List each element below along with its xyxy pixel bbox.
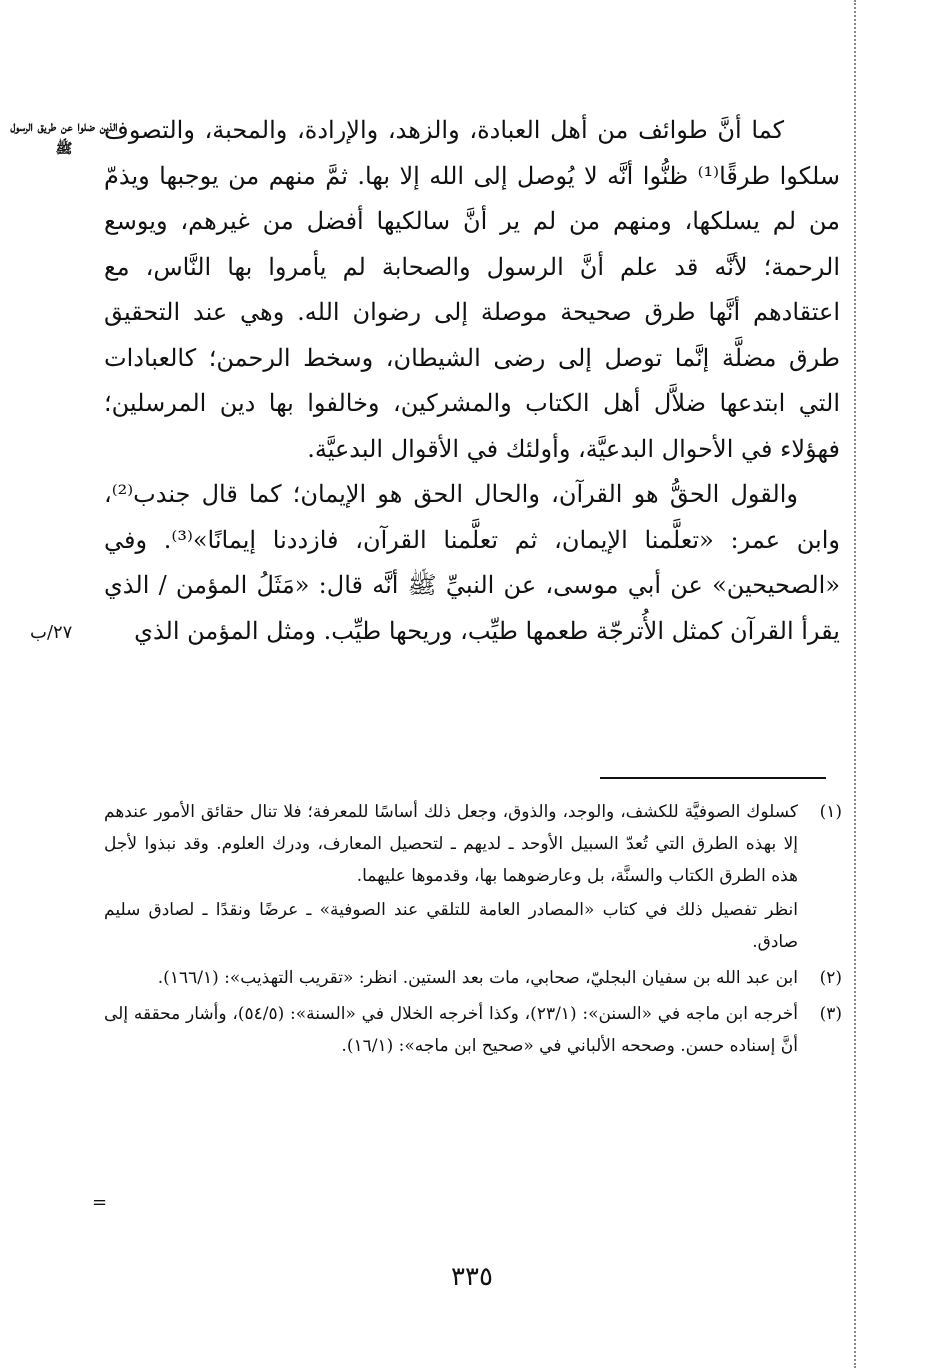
footnote-body <box>104 796 798 958</box>
footnote <box>104 998 842 1062</box>
footnote-text: كسلوك الصوفيَّة للكشف، والوجد، والذوق، وجعل ذلك أساسًا للمعرفة؛ فلا تنال حقائق الأمور عندهم إلا بهذه الطرق التي تُعدّ السبيل الأوحد ـ لديهم ـ لتحصيل المعارف، ودرك العلوم. وقد نبذوا لأجل هذه الطرق الكتاب والسنَّة، بل وعارضوهما بها، وقدموها عليهما. <box>104 802 798 886</box>
footnote-separator <box>600 777 826 779</box>
footnote-number: (٢) <box>819 968 842 988</box>
margin-note: الذين ضلوا عن طريق الرسول ﷺ <box>10 119 118 157</box>
paragraph: والقول الحقُّ هو القرآن، والحال الحق هو الإيمان؛ كما قال جندب⁽²⁾، وابن عمر: «تعلَّمنا الإيمان، ثم تعلَّمنا القرآن، فازددنا إيمانًا»⁽³⁾. وفي «الصحيحين» عن أبي موسى، عن النبيِّ ﷺ أنَّه قال: «مَثَلُ المؤمن / الذي يقرأ القرآن كمثل الأُترجّة طعمها طيِّب، وريحها طيِّب. ومثل المؤمن الذي <box>104 480 840 645</box>
scan-edge-dots <box>854 0 856 1368</box>
footnote-body <box>104 998 798 1062</box>
footnote-number: (٣) <box>819 1004 842 1024</box>
footnote-body <box>104 962 798 994</box>
continuation-mark: = <box>92 1192 108 1213</box>
footnotes <box>104 796 842 1066</box>
footnote <box>104 962 842 994</box>
page-number: ٣٣٥ <box>451 1262 493 1292</box>
footnote-text: ابن عبد الله بن سفيان البجليّ، صحابي، مات بعد الستين. انظر: «تقريب التهذيب»: (١٦٦/١). <box>157 968 798 988</box>
footnote <box>104 796 842 958</box>
paragraph: كما أنَّ طوائف من أهل العبادة، والزهد، والإرادة، والمحبة، والتصوف سلكوا طرقًا⁽¹⁾ ظنُّوا أنَّه لا يُوصل إلى الله إلا بها. ثمَّ منهم من يوجبها ويذمّ من لم يسلكها، ومنهم من لم ير أنَّ سالكيها أفضل من غيرهم، ويوسع الرحمة؛ لأنَّه قد علم أنَّ الرسول والصحابة لم يأمروا بها النَّاس، مع اعتقادهم أنَّها طرق صحيحة موصلة إلى رضوان الله. وهي عند التحقيق طرق مضلَّة إنَّما توصل إلى رضى الشيطان، وسخط الرحمن؛ كالعبادات التي ابتدعها ضلاَّل أهل الكتاب والمشركين، وخالفوا بها دين المرسلين؛ فهؤلاء في الأحوال البدعيَّة، وأولئك في الأقوال البدعيَّة. <box>104 116 841 463</box>
footnote-number: (١) <box>819 802 842 822</box>
main-text <box>104 108 840 654</box>
folio-marker: ٢٧/ب <box>30 622 73 643</box>
footnote-text: أخرجه ابن ماجه في «السنن»: (٢٣/١)، وكذا أخرجه الخلال في «السنة»: (٥٤/٥)، وأشار محققه إلى أنَّ إسناده حسن. وصححه الألباني في «صحيح ابن ماجه»: (١٦/١). <box>104 1004 799 1056</box>
footnote-text: انظر تفصيل ذلك في كتاب «المصادر العامة للتلقي عند الصوفية» ـ عرضًا ونقدًا ـ لصادق سليم صادق. <box>104 900 798 952</box>
